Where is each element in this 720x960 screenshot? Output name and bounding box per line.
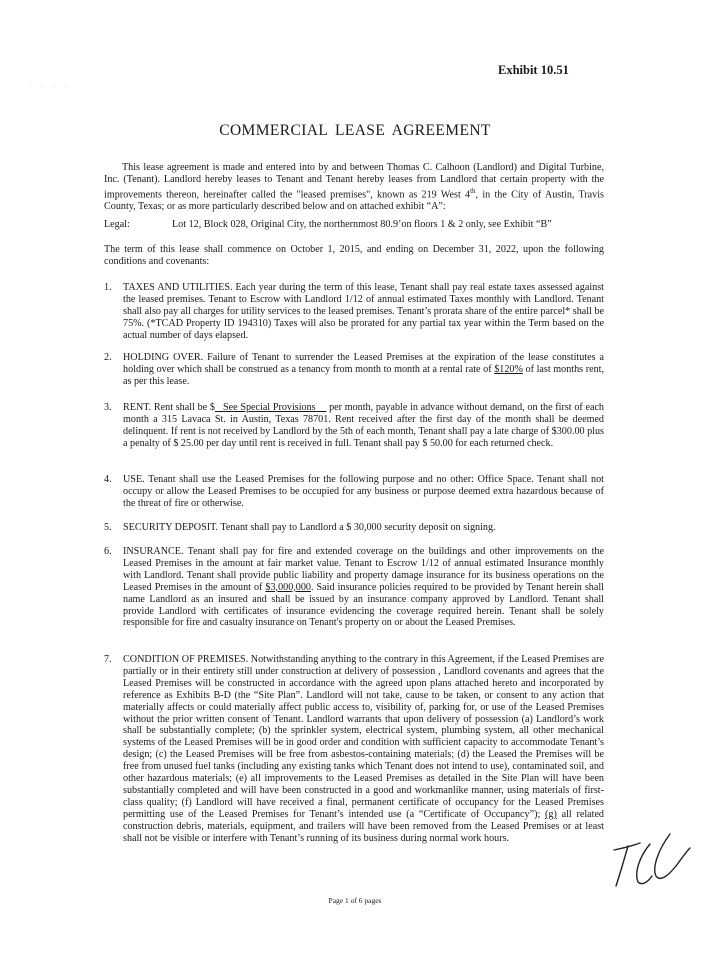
term-paragraph: The term of this lease shall commence on October 1, 2015, and ending on December 31, 2022, upon the following conditions and covenants: bbox=[104, 244, 604, 267]
clause-number: 5. bbox=[104, 522, 112, 533]
signature-initials bbox=[606, 826, 694, 896]
clause-number: 1. bbox=[104, 282, 112, 293]
clause-text: RENT. Rent shall be $ See Special Provisions per month, payable in advance without demand, on the first of each month a 315 Lavaca St. in Austin, Texas 78701. Rent received after the first day of the month shall be deemed delinquent. If rent is not received by Landlord by the 5th of each month, Tenant shall pay a late charge of $300.00 plus a penalty of $ 25.00 per day until rent is received in full. Tenant shall pay $ 50.00 for each returned check. bbox=[123, 402, 604, 449]
legal-label: Legal: bbox=[104, 219, 130, 230]
clause-text: TAXES AND UTILITIES. Each year during the term of this lease, Tenant shall pay real estate taxes assessed against the leased premises. Tenant to Escrow with Landlord 1/12 of annual estimated Taxes monthly with Landlord. Tenant shall also pay all charges for utility services to the leased premises. Tenant’s prorata share of the entire parcel* shall be 75%. (*TCAD Property ID 194310) Taxes will also be prorated for any partial tax year within the Term based on the actual number of days elapsed. bbox=[123, 282, 604, 341]
clause-number: 2. bbox=[104, 352, 112, 363]
page-footer: Page 1 of 6 pages bbox=[328, 896, 382, 905]
document-title: COMMERCIAL LEASE AGREEMENT bbox=[219, 122, 491, 139]
clause-number: 3. bbox=[104, 402, 112, 413]
clause-insurance bbox=[104, 546, 604, 629]
clause-text: SECURITY DEPOSIT. Tenant shall pay to Landlord a $ 30,000 security deposit on signing. bbox=[123, 522, 496, 533]
clause-number: 7. bbox=[104, 654, 112, 665]
clause-text: HOLDING OVER. Failure of Tenant to surrender the Leased Premises at the expiration of the lease constitutes a holding over which shall be construed as a tenancy from month to month at a rental rate of $120% of last months rent, as per this lease. bbox=[123, 352, 604, 387]
clause-number: 6. bbox=[104, 546, 112, 557]
exhibit-label: Exhibit 10.51 bbox=[498, 63, 569, 77]
clause-number: 4. bbox=[104, 474, 112, 485]
clause-rent bbox=[104, 402, 604, 450]
clause-condition-of-premises bbox=[104, 654, 604, 845]
scan-specks: · · · · bbox=[30, 84, 71, 90]
legal-description bbox=[104, 219, 604, 231]
intro-paragraph: This lease agreement is made and entered into by and between Thomas C. Calhoon (Landlord) and Digital Turbine, Inc. (Tenant). Landlord hereby leases to Tenant and Tenant hereby leases from Landlord that certain property with the improvements thereon, hereinafter called the "leased premises", known as 219 West 4th, in the City of Austin, Travis County, Texas; or as more particularly described below and on attached exhibit “A”: bbox=[104, 162, 604, 213]
clause-taxes-utilities bbox=[104, 282, 604, 342]
clause-use bbox=[104, 474, 604, 510]
clause-text: USE. Tenant shall use the Leased Premises for the following purpose and no other: Office Space. Tenant shall not occupy or allow the Leased Premises to be occupied for any business or purpose deemed extra hazardous because of the threat of fire or otherwise. bbox=[123, 474, 604, 509]
clause-text: INSURANCE. Tenant shall pay for fire and extended coverage on the buildings and other improvements on the Leased Premises in the amount at fair market value. Tenant to Escrow 1/12 of annual estimated Insurance monthly with Landlord. Tenant shall provide public liability and property damage insurance for its business operations on the Leased Premises in the amount of $3,000,000. Said insurance policies required to be provided by Tenant herein shall name Landlord as an insured and shall be issued by an insurance company approved by Landlord. Tenant shall provide Landlord with certificates of insurance evidencing the coverage required herein. Tenant shall be solely responsible for fire and casualty insurance on Tenant's property on or about the Leased Premises. bbox=[123, 546, 604, 629]
clause-holding-over bbox=[104, 352, 604, 388]
clause-text: CONDITION OF PREMISES. Notwithstanding anything to the contrary in this Agreement, if the Leased Premises are partially or in their entirety still under construction at delivery of possession , Landlord covenants and agrees that the Leased Premises will be constructed in accordance with the agreed upon plans attached hereto and incorporated by reference as Exhibits B-D (the “Site Plan”. Landlord will not take, cause to be taken, or consent to any action that materially affects or could materially affect public access to, visibility of, parking for, or use of the Leased Premises without the prior written consent of Tenant. Landlord warrants that upon delivery of possession (a) Landlord’s work shall be substantially complete; (b) the sprinkler system, electrical system, plumbing system, all other mechanical systems of the Leased Premises will be in good order and condition with sufficient capacity to accommodate Tenant’s design; (c) the Leased Premises will be free from asbestos-containing materials; (d) the Leased the Premises will be free from unused fuel tanks (including any existing tanks which Tenant does not intend to use), contaminated soil, and other hazardous materials; (e) all improvements to the Leased Premises as detailed in the Site Plan will have been substantially completed and will have been constructed in a good and workmanlike manner, using materials of first-class quality; (f) Landlord will have received a final, permanent certificate of occupancy for the Leased Premises permitting use of the Leased Premises for Tenant’s intended use (a “Certificate of Occupancy”); (g) all related construction debris, materials, equipment, and trailers will have been removed from the Leased Premises or at least shall not be visible or interfere with Tenant’s running of its business during normal work hours. bbox=[123, 654, 604, 844]
clause-security-deposit bbox=[104, 522, 604, 534]
legal-text: Lot 12, Block 028, Original City, the northernmost 80.9’on floors 1 & 2 only, see Exhibit “B” bbox=[172, 219, 552, 230]
